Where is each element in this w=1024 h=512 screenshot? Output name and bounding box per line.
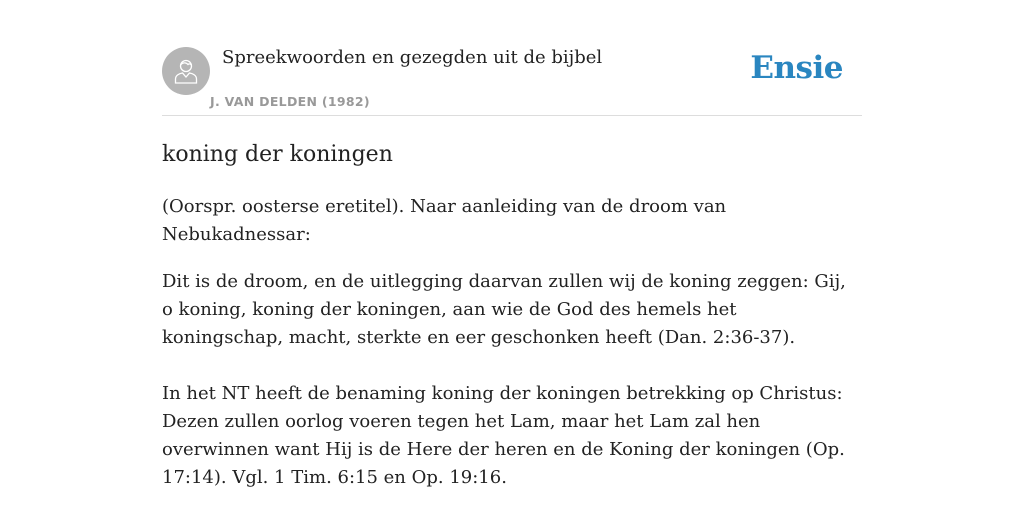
entry-title: koning der koningen (162, 142, 393, 167)
source-author[interactable]: J. VAN DELDEN (1982) (210, 94, 370, 109)
source-header (162, 44, 862, 116)
page (162, 0, 862, 492)
entry-paragraph-nt: In het NT heeft de benaming koning der koningen betrekking op Christus: Dezen zullen oorlog voeren tegen het Lam, maar het Lam zal hen overwinnen want Hij is de Here der heren en de Koning der koningen (Op. 17:14). Vgl. 1 Tim. 6:15 en Op. 19:16. (162, 383, 845, 488)
ensie-logo[interactable]: Ensie (750, 50, 843, 86)
source-title[interactable]: Spreekwoorden en gezegden uit de bijbel (222, 47, 603, 68)
entry-paragraph-intro: (Oorspr. oosterse eretitel). Naar aanleiding van de droom van Nebukadnessar: (162, 196, 727, 245)
entry-paragraph-quote: Dit is de droom, en de uitlegging daarvan zullen wij de koning zeggen: Gij, o koning, koning der koningen, aan wie de God des hemels het koningschap, macht, sterkte en eer geschonken heeft (Dan. 2:36-37). (162, 271, 846, 348)
avatar[interactable] (162, 47, 210, 95)
user-icon (171, 56, 201, 86)
